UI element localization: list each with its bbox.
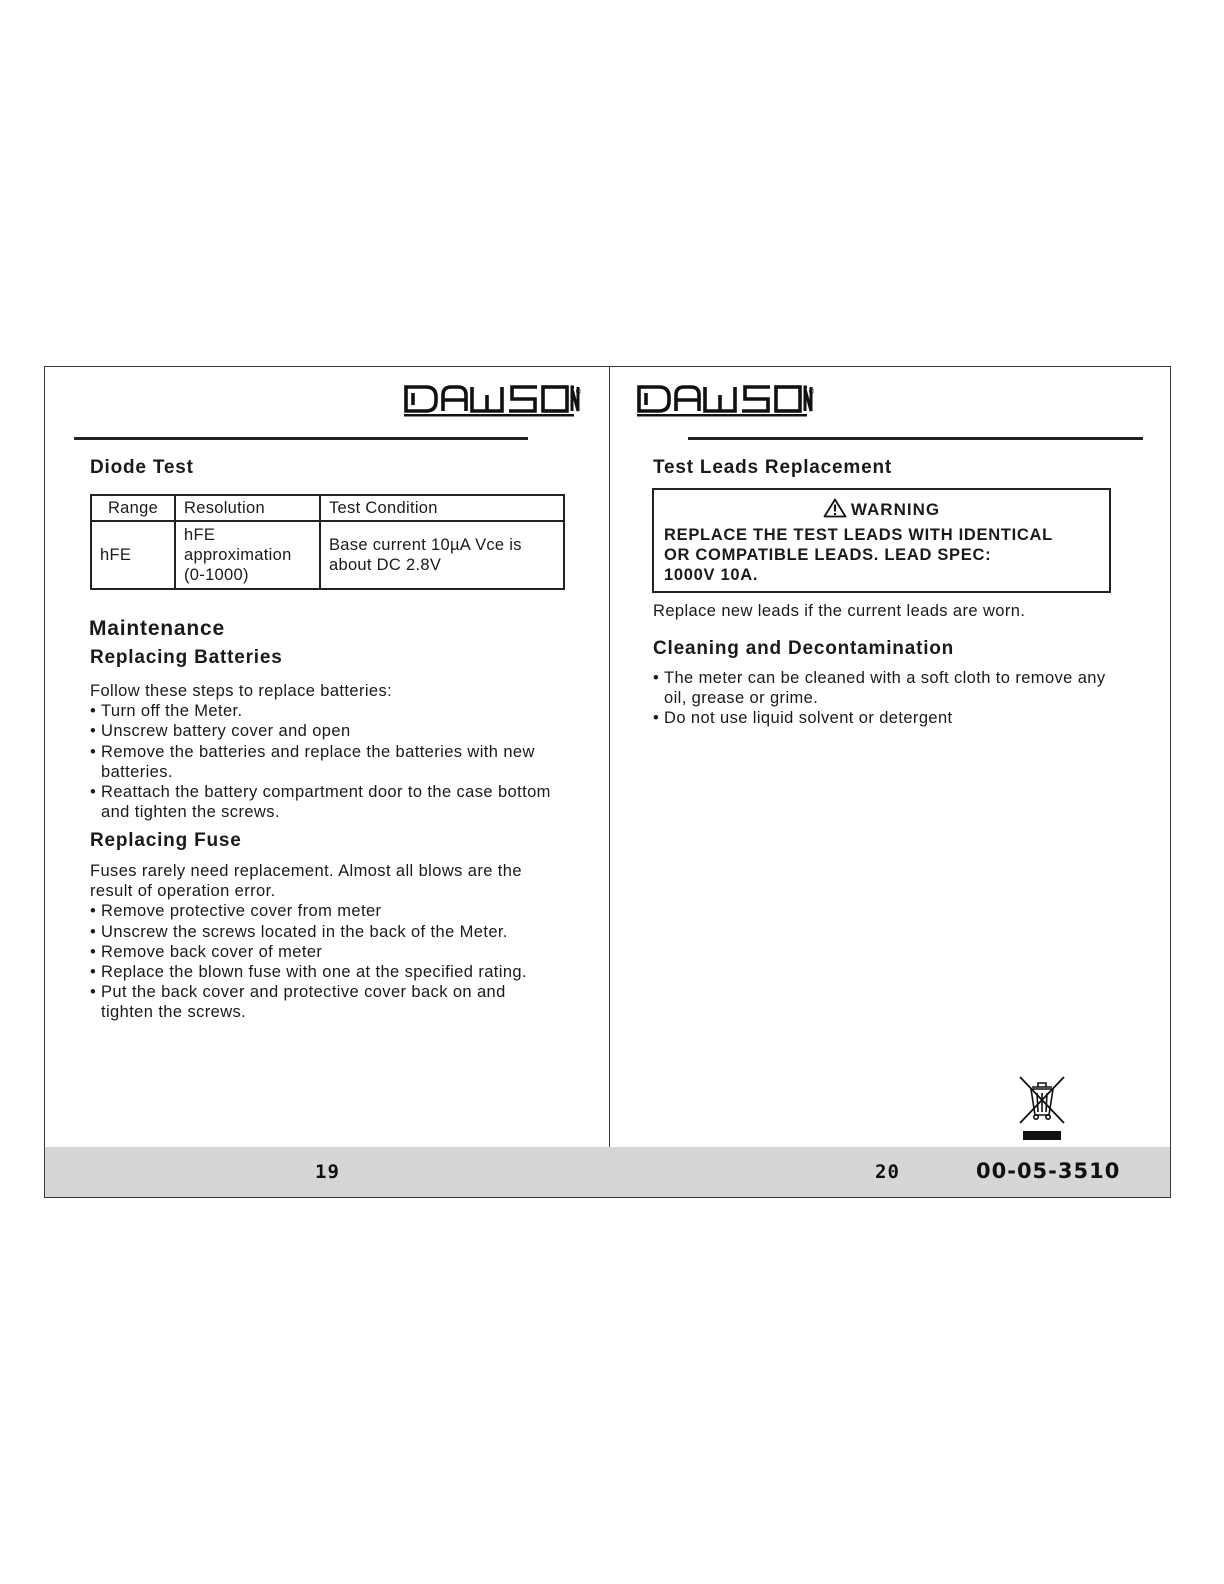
warning-line: 1000V 10A. (664, 566, 759, 584)
page-divider (609, 367, 610, 1147)
dawson-logo-right (637, 383, 813, 417)
replacing-fuse-title: Replacing Fuse (90, 830, 242, 851)
condition-line: Base current 10µA Vce is (329, 536, 522, 554)
list-item: • Remove protective cover from meter (90, 901, 590, 921)
page-number-right: 20 (875, 1161, 900, 1183)
header-rule-left (74, 437, 528, 440)
test-leads-note: Replace new leads if the current leads are worn. (653, 602, 1026, 620)
replacing-fuse-body (90, 861, 590, 1023)
maintenance-title: Maintenance (89, 617, 225, 640)
cleaning-title: Cleaning and Decontamination (653, 638, 955, 659)
table-header-test-condition: Test Condition (320, 495, 564, 521)
list-item: • Reattach the battery compartment door to the case bottom and tighten the screws. (90, 782, 570, 822)
condition-line: about DC 2.8V (329, 556, 442, 574)
warning-line: REPLACE THE TEST LEADS WITH IDENTICAL (664, 526, 1053, 544)
table-header-resolution: Resolution (175, 495, 320, 521)
list-item: • The meter can be cleaned with a soft cloth to remove any oil, grease or grime. (653, 668, 1133, 708)
table-cell-resolution (175, 521, 320, 589)
replacing-batteries-body (90, 681, 570, 822)
dawson-logo-left (404, 383, 580, 417)
warning-heading (654, 498, 1109, 520)
test-leads-title: Test Leads Replacement (653, 457, 892, 478)
table-row (91, 521, 564, 589)
page-number-left: 19 (315, 1161, 340, 1183)
batteries-intro: Follow these steps to replace batteries: (90, 682, 393, 700)
warning-text (664, 525, 1104, 585)
model-number: 00-05-3510 (976, 1159, 1121, 1183)
list-item: • Turn off the Meter. (90, 701, 570, 721)
warning-line: OR COMPATIBLE LEADS. LEAD SPEC: (664, 546, 992, 564)
header-rule-right (688, 437, 1143, 440)
list-item: • Remove the batteries and replace the batteries with new batteries. (90, 742, 570, 782)
warning-box (652, 488, 1111, 593)
resolution-line: hFE (184, 526, 216, 544)
manual-spread (44, 366, 1171, 1198)
crossed-out-bin-icon (1018, 1075, 1066, 1141)
list-item: • Unscrew battery cover and open (90, 721, 570, 741)
diode-test-title: Diode Test (90, 457, 194, 478)
table-header-row (91, 495, 564, 521)
footer-bar (45, 1147, 1170, 1197)
list-item: • Do not use liquid solvent or detergent (653, 708, 1133, 728)
warning-label: WARNING (850, 500, 941, 519)
fuse-intro: Fuses rarely need replacement. Almost all blows are the result of operation error. (90, 862, 522, 901)
batteries-steps-list (90, 701, 570, 822)
list-item: • Remove back cover of meter (90, 942, 590, 962)
svg-text:®: ® (808, 388, 815, 396)
svg-text:®: ® (575, 388, 582, 396)
cleaning-list (653, 668, 1133, 729)
replacing-batteries-title: Replacing Batteries (90, 647, 283, 668)
warning-triangle-icon (823, 498, 847, 518)
resolution-line: (0-1000) (184, 566, 249, 584)
range-value: hFE (100, 546, 132, 564)
diode-test-table (90, 494, 565, 590)
list-item: • Replace the blown fuse with one at the specified rating. (90, 962, 590, 982)
list-item: • Unscrew the screws located in the back of the Meter. (90, 922, 590, 942)
list-item: • Put the back cover and protective cover back on and tighten the screws. (90, 982, 521, 1022)
table-header-range: Range (91, 495, 175, 521)
fuse-steps-list (90, 901, 590, 1022)
table-cell-test-condition (320, 521, 564, 589)
cleaning-body (653, 668, 1133, 729)
resolution-line: approximation (184, 546, 292, 564)
table-cell-range (91, 521, 175, 589)
